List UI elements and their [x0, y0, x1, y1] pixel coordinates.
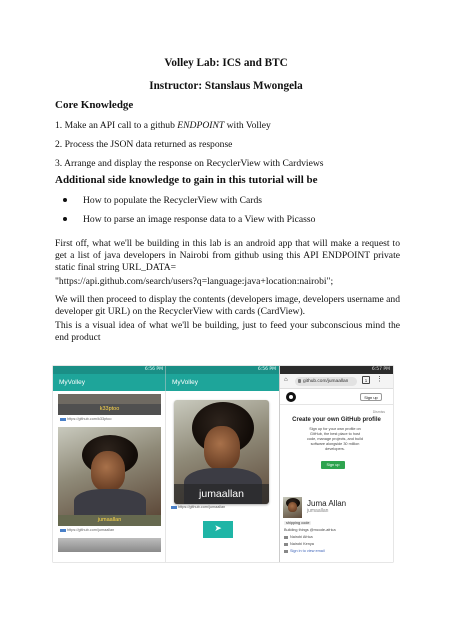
- dismiss-link[interactable]: Dismiss: [372, 410, 385, 414]
- browser-toolbar: [280, 374, 393, 389]
- bullet-item: How to populate the RecyclerView with Cards: [63, 195, 315, 214]
- link-icon: [60, 418, 66, 421]
- github-profile: [280, 497, 393, 557]
- developer-photo: [58, 394, 161, 404]
- bullet-item: How to parse an image response data to a View with Picasso: [63, 214, 315, 233]
- instructor-line: Instructor: Stanslaus Mwongela: [149, 80, 303, 92]
- status-bar: 6:56 PM: [53, 366, 166, 374]
- developer-photo: [58, 538, 161, 552]
- document-title: Volley Lab: ICS and BTC: [164, 57, 288, 69]
- link-icon: [171, 506, 177, 509]
- status-bar: 6:56 PM: [166, 366, 279, 374]
- signup-button[interactable]: Sign up: [360, 393, 382, 401]
- menu-icon[interactable]: ⋮: [376, 376, 383, 383]
- profile-full-name: Juma Allan: [307, 499, 347, 508]
- promo-signup-button[interactable]: Sign up: [321, 461, 345, 469]
- github-logo-icon[interactable]: [286, 392, 296, 402]
- address-bar[interactable]: github.com/jumaallan: [295, 377, 357, 386]
- additional-bullet-list: [63, 195, 315, 233]
- core-item-2: 2. Process the JSON data returned as response: [55, 139, 233, 150]
- bullet-dot-icon: [63, 217, 67, 221]
- organization-icon: [284, 536, 288, 539]
- screenshot-browser-view: [280, 366, 393, 562]
- signup-promo: [280, 405, 393, 497]
- developer-photo: [58, 427, 161, 515]
- location-icon: [284, 543, 288, 546]
- bullet-dot-icon: [63, 198, 67, 202]
- visual-idea-paragraph: This is a visual idea of what we'll be building, just to feed your subconscious mind the end product: [55, 320, 400, 343]
- promo-text: Sign up for your own profile on GitHub, the best place to host code, manage projects, and build software alongside 30 million developers.: [307, 427, 363, 451]
- status-bar: 6:57 PM: [280, 366, 393, 374]
- app-bar-title: MyVolley: [53, 374, 166, 391]
- promo-title: Create your own GitHub profile: [292, 417, 381, 423]
- screenshot-list-view: [53, 366, 166, 562]
- developer-url: https://github.com/k33ptoo: [58, 415, 161, 424]
- profile-login: jumaallan: [307, 508, 329, 514]
- github-header: [280, 389, 393, 405]
- profile-bio: Building things @mcode-africa: [284, 528, 336, 532]
- core-knowledge-heading: Core Knowledge: [55, 99, 134, 111]
- developer-name: k33ptoo: [58, 404, 161, 415]
- screenshot-detail-view: [166, 366, 279, 562]
- display-paragraph: We will then proceed to display the contents (developers image, developers username and developer git URL) on the RecyclerView with cards (CardView).: [55, 294, 400, 317]
- developer-name: jumaallan: [174, 484, 269, 504]
- link-icon: [60, 529, 66, 532]
- app-bar-title: MyVolley: [166, 374, 279, 391]
- developer-url: https://github.com/jumaallan: [58, 526, 161, 535]
- home-icon[interactable]: ⌂: [284, 377, 288, 383]
- developer-card: [58, 427, 161, 535]
- core-item-3: 3. Arrange and display the response on RecyclerView with Cardviews: [55, 158, 324, 169]
- mail-icon: [284, 550, 288, 553]
- profile-company: Nairobi Africa: [284, 535, 313, 539]
- lock-icon: [298, 379, 301, 383]
- developer-name: jumaallan: [58, 515, 161, 526]
- developer-detail-card: [174, 400, 269, 504]
- tab-count-button[interactable]: 1: [362, 376, 370, 384]
- profile-email-link[interactable]: Sign in to view email: [284, 549, 325, 553]
- additional-knowledge-heading: Additional side knowledge to gain in this tutorial will be: [55, 174, 318, 186]
- status-badge: shipping code: [286, 521, 310, 525]
- core-item-1: 1. Make an API call to a github ENDPOINT with Volley: [55, 120, 271, 131]
- avatar: [283, 497, 302, 518]
- intro-paragraph: First off, what we'll be building in this lab is an android app that will make a request to get a list of java developers in Nairobi from github using this API ENDPOINT private static final string URL_DATA=: [55, 238, 400, 273]
- developer-card: [58, 394, 161, 424]
- open-profile-button[interactable]: ➤: [203, 521, 233, 538]
- endpoint-url-paragraph: "https://api.github.com/search/users?q=language:java+location:nairobi";: [55, 276, 334, 287]
- developer-url: https://github.com/jumaallan: [171, 505, 225, 509]
- profile-location: Nairobi Kenya: [284, 542, 314, 546]
